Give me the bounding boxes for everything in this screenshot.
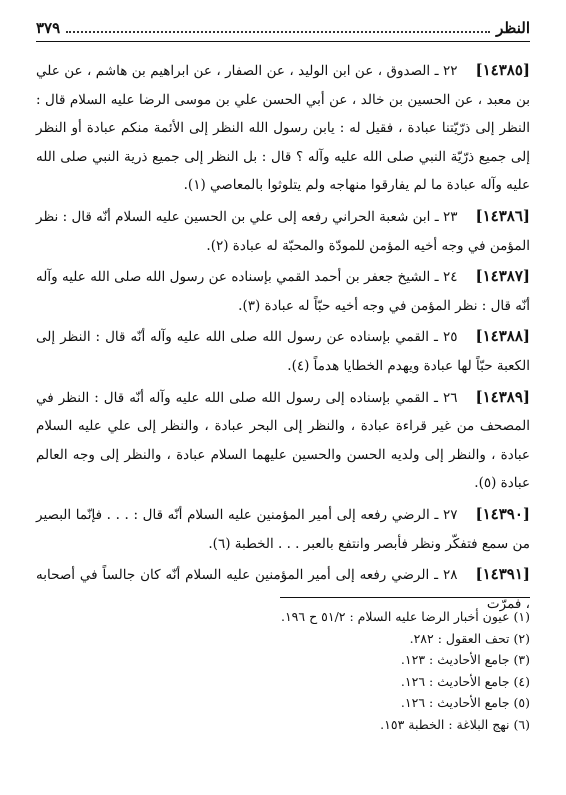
- entry-text: ٢٦ ـ القمي بإسناده إلى رسول الله صلى الله عليه وآله أنّه قال : النظر في المصحف من غير قراءة عبادة ، والنظر إلى البحر عبادة ، والنظر إلى علي عليه السلام عبادة ، والنظر إلى ولديه الحسن والحسين عليهما السلام عبادة ، والنظر إلى وجه العالم عبادة (٥).: [36, 389, 530, 492]
- page-header: [36, 14, 530, 42]
- footnotes: [36, 606, 530, 735]
- footnote: (٤) جامع الأحاديث : ١٢٦.: [400, 673, 530, 689]
- hadith-entry: [36, 202, 530, 260]
- entry-number: [١٤٣٩٠]: [475, 504, 530, 523]
- entry-number: [١٤٣٨٥]: [475, 61, 530, 79]
- footnote: (٦) نهج البلاغة : الخطبة ١٥٣.: [380, 716, 530, 732]
- entry-number: [١٤٣٨٨]: [475, 327, 530, 346]
- page-number: ٣٧٩: [36, 19, 61, 37]
- hadith-entry: [36, 322, 530, 380]
- entry-number: [١٤٣٨٦]: [475, 206, 530, 225]
- footnote: (١) عيون أخبار الرضا عليه السلام : ٥١/٢ ح ١٩٦.: [280, 609, 530, 624]
- hadith-entry: [36, 500, 530, 558]
- hadith-entry: [36, 383, 530, 498]
- entry-number: [١٤٣٩١]: [475, 565, 530, 584]
- entry-text: ٢٤ ـ الشيخ جعفر بن أحمد القمي بإسناده عن رسول الله صلى الله عليه وآله أنّه قال : نظر المؤمن في وجه أخيه حبّاً له عبادة (٣).: [36, 269, 530, 314]
- entry-number: [١٤٣٨٩]: [475, 387, 530, 406]
- hadith-entry: [36, 56, 530, 200]
- header-leader-dots: [66, 30, 490, 33]
- footnote-divider: [280, 597, 530, 598]
- entry-text: ٢٧ ـ الرضي رفعه إلى أمير المؤمنين عليه السلام أنّه قال : . . . فإنّما البصير من سمع فتفكّر ونظر فأبصر وانتفع بالعبر . . . الخطبة (٦).: [36, 506, 530, 552]
- hadith-entry: [36, 262, 530, 320]
- entry-text: ٢٨ ـ الرضي رفعه إلى أمير المؤمنين عليه السلام أنّه كان جالساً في أصحابه ، فمرّت: [36, 567, 530, 612]
- entry-number: [١٤٣٨٧]: [475, 267, 530, 286]
- entry-text: ٢٥ ـ القمي بإسناده عن رسول الله صلى الله عليه وآله أنّه قال : النظر إلى الكعبة حبّاً لها عبادة ويهدم الخطايا هدماً (٤).: [36, 329, 530, 374]
- entry-text: ٢٣ ـ ابن شعبة الحراني رفعه إلى علي بن الحسين عليه السلام أنّه قال : نظر المؤمن في وجه أخيه المؤمن للمودّة والمحبّة له عبادة (٢).: [36, 208, 530, 254]
- footnote: (٥) جامع الأحاديث : ١٢٦.: [400, 695, 530, 710]
- entry-text: ٢٢ ـ الصدوق ، عن ابن الوليد ، عن الصفار ، عن ابراهيم بن هاشم ، عن علي بن معبد ، عن الحسين بن خالد ، عن أبي الحسن علي بن موسى الرضا عليه السلام قال : النظر إلى ذرّيّتنا عبادة ، فقيل له : يابن رسول الله النظر إلى الأئمة منكم عبادة أو النظر إلى جميع ذرّيّة النبي صلى الله عليه وآله ؟ قال : بل النظر إلى جميع ذرية النبي صلى الله عليه وآله عبادة ما لم يفارقوا منهاجه ولم يتلوثوا بالمعاصي (١).: [36, 63, 530, 194]
- footnote: (٢) تحف العقول : ٢٨٢.: [409, 630, 530, 646]
- chapter-title: النظر: [496, 19, 530, 37]
- main-text: [36, 56, 530, 620]
- footnote: (٣) جامع الأحاديث : ١٢٣.: [400, 652, 530, 667]
